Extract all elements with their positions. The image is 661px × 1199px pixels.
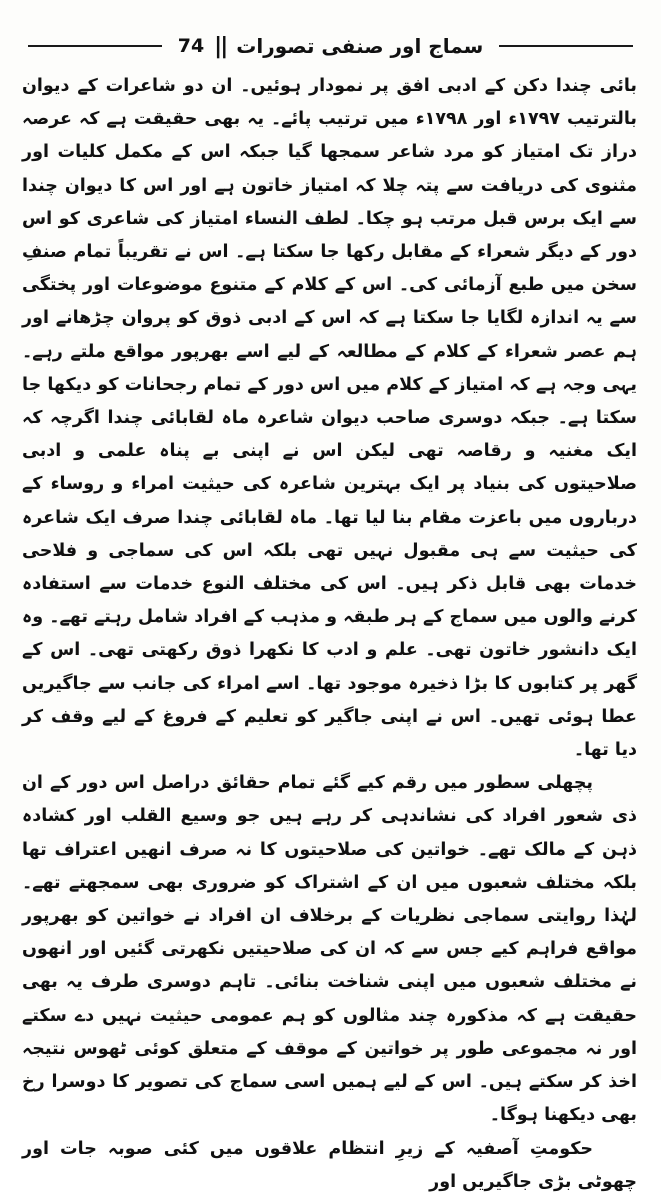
header-rule-right xyxy=(499,45,633,47)
paragraph: پچھلی سطور میں رقم کیے گئے تمام حقائق دراصل اس دور کے ان ذی شعور افراد کی نشاندہی کر رہے ہیں جو وسیع القلب اور کشادہ ذہن کے مالک تھے۔ خواتین کی صلاحیتوں کا نہ صرف انھیں اعتراف تھا بلکہ مختلف شعبوں میں ان کے اشتراک کو ضروری بھی سمجھتے تھے۔ لہٰذا روایتی سماجی نظریات کے برخلاف ان افراد نے خواتین کو بھرپور مواقع فراہم کیے جس سے کہ ان کی صلاحیتیں نکھرتی گئیں اور انھوں نے مختلف شعبوں میں اپنی شناخت بنائی۔ تاہم دوسری طرف یہ بھی حقیقت ہے کہ مذکورہ چند مثالوں کو ہم عمومی حیثیت نہیں دے سکتے اور نہ مجموعی طور پر خواتین کے موقف کے متعلق کوئی ٹھوس نتیجہ اخذ کر سکتے ہیں۔ اس کے لیے ہمیں اسی سماج کی تصویر کا دوسرا رخ بھی دیکھنا ہوگا۔ xyxy=(22,773,637,1126)
running-title: سماج اور صنفی تصورات xyxy=(236,34,484,58)
header-rule-left xyxy=(28,45,162,47)
header-separator: || xyxy=(214,33,227,59)
page-header xyxy=(18,22,643,70)
body-text xyxy=(22,70,637,1192)
paragraph: حکومتِ آصفیہ کے زیرِ انتظام علاقوں میں کئی صوبہ جات اور چھوٹی بڑی جاگیریں اور xyxy=(22,1138,637,1192)
paragraph: بائی چندا دکن کے ادبی افق پر نمودار ہوئیں۔ ان دو شاعرات کے دیوان بالترتیب ۱۷۹۷ء اور ۱۷۹۸ء میں ترتیب پائے۔ یہ بھی حقیقت ہے کہ عرصہ دراز تک امتیاز کو مرد شاعر سمجھا گیا جبکہ اس کے مکمل کلیات اور مثنوی کی دریافت سے پتہ چلا کہ امتیاز خاتون ہے اور اس کا دیوان چندا سے ایک برس قبل مرتب ہو چکا۔ لطف النساء امتیاز کی شاعری کو اس دور کے دیگر شعراء کے مقابل رکھا جا سکتا ہے۔ اس نے تقریباً تمام صنفِ سخن میں طبع آزمائی کی۔ اس کے کلام کے متنوع موضوعات اور پختگی سے یہ اندازہ لگایا جا سکتا ہے کہ اس کے ادبی ذوق کو پروان چڑھانے اور ہم عصر شعراء کے کلام کے مطالعہ کے لیے اسے بھرپور مواقع ملتے رہے۔ یہی وجہ ہے کہ امتیاز کے کلام میں اس دور کے تمام رجحانات کو دیکھا جا سکتا ہے۔ جبکہ دوسری صاحب دیوان شاعرہ ماہ لقابائی چندا اگرچہ کہ ایک مغنیہ و رقاصہ تھی لیکن اس نے اپنی بے پناہ علمی و ادبی صلاحیتوں کی بنیاد پر ایک بہترین شاعرہ کی حیثیت امراء و روساء کے درباروں میں باعزت مقام بنا لیا تھا۔ ماہ لقابائی چندا صرف ایک شاعرہ کی حیثیت سے ہی مقبول نہیں تھی بلکہ اس کی سماجی و فلاحی خدمات بھی قابل ذکر ہیں۔ اس کی مختلف النوع خدمات سے استفادہ کرنے والوں میں سماج کے ہر طبقہ و مذہب کے افراد شامل رہتے تھے۔ وہ ایک دانشور خاتون تھی۔ علم و ادب کا نکھرا ذوق رکھتی تھی۔ اس کے گھر پر کتابوں کا بڑا ذخیرہ موجود تھا۔ اسے امراء کی جانب سے جاگیریں عطا ہوئی تھیں۔ اس نے اپنی جاگیر کو تعلیم کے فروغ کے لیے وقف کر دیا تھا۔ xyxy=(22,76,637,761)
page-number: 74 xyxy=(177,35,205,57)
